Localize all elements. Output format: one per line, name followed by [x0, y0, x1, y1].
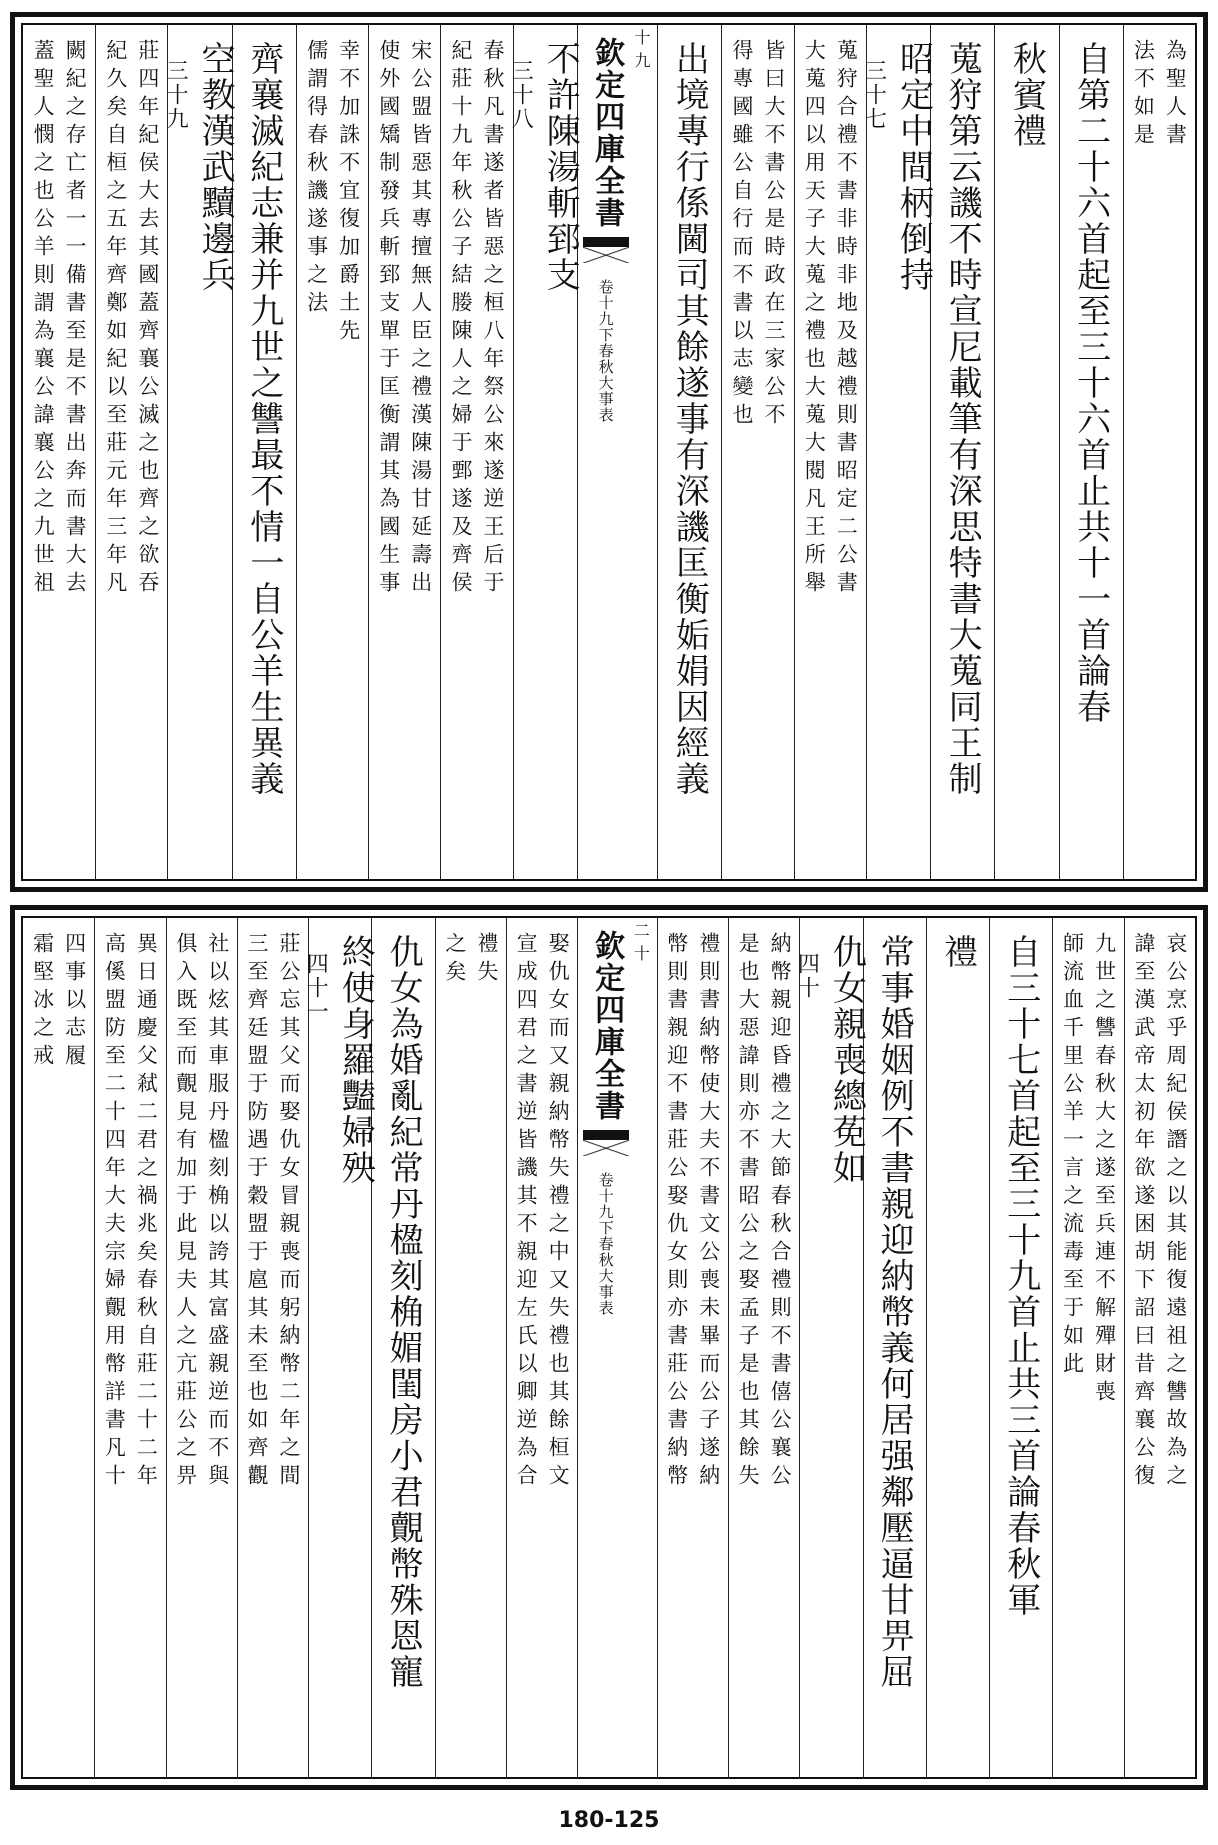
- verse-number: 三十七: [861, 59, 887, 131]
- verse-column: [989, 918, 1052, 1777]
- verse-text: 出境專行係閫司其餘遂事有深譏匡衡姤娟因經義: [669, 41, 710, 797]
- commentary-line: 禮則書納幣使大夫不書文公喪未畢而公子遂納: [696, 932, 721, 1492]
- verse-text: 空教漢武黷邊兵: [195, 41, 236, 293]
- commentary-line: 九世之讐春秋大之遂至兵連不解殫財喪: [1092, 932, 1117, 1408]
- verse-column: [232, 25, 296, 879]
- folio-number: 十九: [634, 28, 651, 70]
- commentary-column: [95, 25, 167, 879]
- commentary-line: 三至齊廷盟于防遇于穀盟于扈其未至也如齊觀: [244, 932, 269, 1492]
- commentary-pair: [1128, 918, 1192, 1777]
- commentary-column: [440, 25, 512, 879]
- commentary-line: 蒐狩合禮不書非時非地及越禮則書昭定二公書: [834, 39, 859, 599]
- verse-text: 仇女親喪總莬如: [826, 934, 867, 1186]
- verse-text: 自第二十六首起至三十六首止共十一首論春: [1070, 41, 1111, 725]
- verse-column: [926, 918, 989, 1777]
- verse-text: 昭定中間柄倒持: [893, 41, 934, 293]
- commentary-column: [794, 25, 866, 879]
- commentary-pair: [98, 918, 162, 1777]
- banner-subtitle: 卷十九下: [596, 1172, 615, 1236]
- commentary-pair: [445, 25, 509, 879]
- commentary-line: 春秋凡書遂者皆惡之桓八年祭公來遂逆王后于: [481, 39, 506, 599]
- center-banner-column: [577, 918, 656, 1777]
- verse-number: 三十八: [508, 59, 534, 131]
- commentary-line: 娶仇女而又親納幣失禮之中又失禮也其餘桓文: [546, 932, 571, 1492]
- commentary-column: [237, 918, 308, 1777]
- verse-text: 終使身羅豔婦殃: [335, 934, 376, 1186]
- verse-text: 秋賓禮: [1006, 41, 1047, 149]
- page-number: 180-125: [558, 1808, 660, 1833]
- commentary-line: 哀公烹乎周紀侯譖之以其能復遠祖之讐故為之: [1163, 932, 1188, 1492]
- commentary-line: 是也大惡諱則亦不書昭公之娶孟子是也其餘失: [736, 932, 761, 1492]
- verse-text: 不許陳湯斬郅支: [540, 41, 581, 293]
- commentary-column: [506, 918, 577, 1777]
- commentary-pair: [100, 25, 164, 879]
- commentary-column: [1124, 918, 1195, 1777]
- commentary-line: 師流血千里公羊一言之流毒至于如此: [1060, 932, 1085, 1380]
- commentary-line: 幸不加誅不宜復加爵土先: [336, 39, 361, 347]
- verse-column: [1059, 25, 1123, 879]
- commentary-pair: [373, 25, 437, 879]
- commentary-line: 紀莊十九年秋公子結媵陳人之婦于鄄遂及齊侯: [449, 39, 474, 599]
- commentary-line: 得專國雖公自行而不書以志變也: [729, 39, 754, 431]
- commentary-line: 蓋聖人憫之也公羊則謂為襄公諱襄公之九世祖: [31, 39, 56, 599]
- commentary-column: [728, 918, 799, 1777]
- commentary-column: [721, 25, 793, 879]
- verse-number: 四十: [794, 952, 820, 1000]
- upper-page-panel: [10, 12, 1208, 892]
- commentary-line: 為聖人書: [1163, 39, 1188, 151]
- verse-text: 齊襄滅紀志兼并九世之讐最不情一自公羊生異義: [243, 41, 284, 797]
- commentary-pair: [27, 25, 91, 879]
- verse-column: [303, 918, 376, 1777]
- commentary-column: [296, 25, 368, 879]
- commentary-line: 高傒盟防至二十四年大夫宗婦覿用幣詳書凡十: [102, 932, 127, 1492]
- folio-number: 二十: [633, 921, 650, 963]
- verse-text: 仇女為婚亂紀常丹楹刻桷媚閨房小君覿幣殊恩寵: [383, 934, 424, 1690]
- commentary-column: [657, 918, 728, 1777]
- commentary-column: [368, 25, 440, 879]
- commentary-column: [166, 918, 237, 1777]
- verse-column: [371, 918, 434, 1777]
- commentary-line: 宋公盟皆惡其專擅無人臣之禮漢陳湯甘延壽出: [408, 39, 433, 599]
- commentary-line: 幣則書親迎不書莊公娶仇女則亦書莊公書納幣: [664, 932, 689, 1492]
- commentary-line: 俱入既至而覿見有加于此見夫人之亢莊公之畀: [173, 932, 198, 1492]
- commentary-pair: [1057, 918, 1121, 1777]
- commentary-line: 闕紀之存亡者一一備書至是不書出奔而書大去: [63, 39, 88, 599]
- verse-column: [930, 25, 994, 879]
- commentary-line: 霜堅冰之戒: [30, 932, 55, 1072]
- commentary-line: 紀久矣自桓之五年齊鄭如紀以至莊元年三年凡: [103, 39, 128, 599]
- commentary-column: [94, 918, 165, 1777]
- commentary-line: 納幣親迎昏禮之大節春秋合禮則不書僖公襄公: [768, 932, 793, 1492]
- commentary-pair: [798, 25, 862, 879]
- commentary-pair: [732, 918, 796, 1777]
- lower-page-panel: [10, 905, 1208, 1790]
- commentary-line: 莊四年紀侯大去其國蓋齊襄公滅之也齊之欲吞: [135, 39, 160, 599]
- lower-page-columns: [23, 918, 1195, 1777]
- commentary-line: 莊公忘其父而娶仇女冒親喪而躬納幣二年之間: [276, 932, 301, 1492]
- commentary-pair: [439, 918, 503, 1777]
- verse-text: 常事婚姻例不書親迎納幣義何居强鄰壓逼甘畀屈: [874, 934, 915, 1690]
- commentary-line: 異日通慶父弒二君之禍兆矣春秋自莊二十二年: [134, 932, 159, 1492]
- commentary-pair: [301, 25, 365, 879]
- verse-column: [508, 25, 581, 879]
- commentary-column: [1123, 25, 1195, 879]
- commentary-line: 社以炫其車服丹楹刻桷以誇其富盛親逆而不與: [205, 932, 230, 1492]
- verse-column: [163, 25, 236, 879]
- verse-column: [863, 918, 926, 1777]
- commentary-pair: [27, 918, 91, 1777]
- verse-column: [794, 918, 867, 1777]
- commentary-pair: [241, 918, 305, 1777]
- book-title: 欽定四庫全書: [589, 930, 625, 1122]
- fish-tail-mark-icon: [583, 237, 629, 263]
- commentary-line: 大蒐四以用天子大蒐之禮也大蒐大閱凡王所舉: [802, 39, 827, 599]
- commentary-line: 使外國矯制發兵斬郅支單于匡衡謂其為國生事: [376, 39, 401, 599]
- verse-text: 禮: [937, 934, 978, 970]
- banner-subtitle: 春秋大事表: [596, 343, 615, 423]
- commentary-line: 禮失: [474, 932, 499, 988]
- center-banner-column: [577, 25, 657, 879]
- commentary-pair: [1127, 25, 1191, 879]
- banner-subtitle: 春秋大事表: [596, 1236, 615, 1316]
- verse-text: 自三十七首起至三十九首止共三首論春秋軍: [1000, 934, 1041, 1618]
- commentary-line: 皆曰大不書公是時政在三家公不: [761, 39, 786, 431]
- commentary-line: 宣成四君之書逆皆譏其不親迎左氏以卿逆為合: [514, 932, 539, 1492]
- verse-text: 蒐狩第云譏不時宣尼載筆有深思特書大蒐同王制: [942, 41, 983, 797]
- commentary-pair: [661, 918, 725, 1777]
- verse-number: 三十九: [163, 59, 189, 131]
- commentary-pair: [726, 25, 790, 879]
- commentary-column: [1052, 918, 1123, 1777]
- book-title: 欽定四庫全書: [589, 37, 625, 229]
- banner-subtitle: 卷十九下: [596, 279, 615, 343]
- verse-column: [657, 25, 721, 879]
- commentary-line: 四事以志履: [62, 932, 87, 1072]
- verse-number: 四十一: [303, 952, 329, 1024]
- commentary-line: 儒謂得春秋譏遂事之法: [304, 39, 329, 319]
- commentary-line: 諱至漢武帝太初年欲遂困胡下詔曰昔齊襄公復: [1131, 932, 1156, 1492]
- upper-page-columns: [23, 25, 1195, 879]
- verse-column: [861, 25, 934, 879]
- commentary-column: [435, 918, 506, 1777]
- commentary-pair: [510, 918, 574, 1777]
- fish-tail-mark-icon: [583, 1130, 629, 1156]
- commentary-column: [23, 918, 94, 1777]
- verse-column: [994, 25, 1058, 879]
- commentary-pair: [170, 918, 234, 1777]
- commentary-line: 法不如是: [1131, 39, 1156, 151]
- commentary-line: 之矣: [442, 932, 467, 988]
- commentary-column: [23, 25, 95, 879]
